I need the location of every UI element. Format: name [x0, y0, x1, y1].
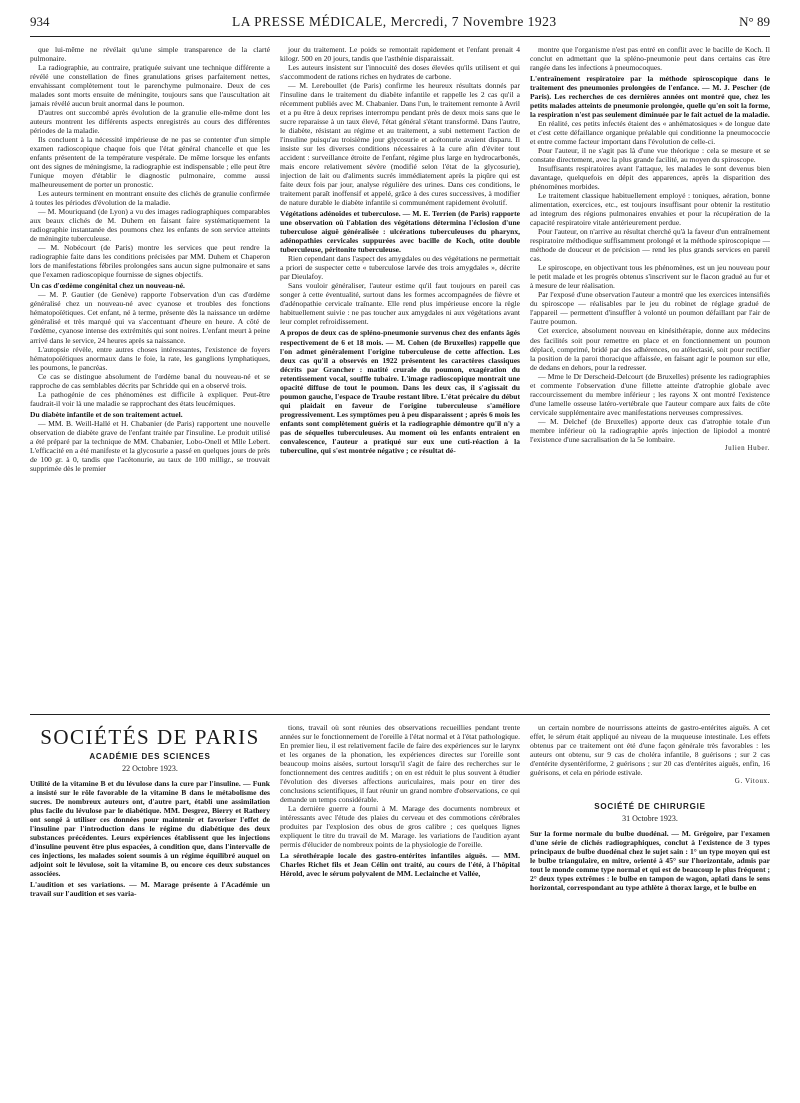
- paragraph: Le spiroscope, en objectivant tous les phénomènes, est un jeu nouveau pour le petit malade et les progrès obtenus s'inscrivent sur le flacon gradué au fur et à mesure de leur réalisation.: [530, 263, 770, 291]
- author-signature: G. Vitoux.: [734, 777, 770, 786]
- paragraph: montre que l'organisme n'est pas entré en conflit avec le bacille de Koch. Il conclut en admettant que la spléno-pneumonie peut dans certains cas être rangée dans les infections à pneumocoques.: [530, 45, 770, 73]
- paragraph: La sérothérapie locale des gastro-entérites infantiles aiguës. — MM. Charles Richet fils et Jean Célin ont traité, au cours de l'été, à l'hôpital Hérold, avec le sérum polyvalent de MM. Leclainche et Vallée,: [280, 851, 520, 879]
- paragraph: A propos de deux cas de spléno-pneumonie survenus chez des enfants âgés respectivement de 6 et 18 mois. — M. Cohen (de Bruxelles) rappelle que l'on admet généralement l'origine tuberculeuse de cette affection. Les deux cas qu'il a observés en 1922 présentent les caractères classiques décrits par Grancher : matité crurale du poumon, exagération du retentissement vocal, souffle tubaire. L'image radioscopique montrait une opacité diffuse de tout le poumon. Dans les deux cas, il s'agissait du poumon gauche, l'espace de Traube restant libre. L'état précaire du début qui plaidait en faveur de l'origine tuberculeuse s'améliore progressivement. Les symptômes peu à peu disparaissent ; après 6 mois les enfants sont complètement guéris et la radiographie démontre qu'il n'y a pas de séquelles tuberculeuses. Au moment où les enfants entraient en convalescence, l'auteur a pratiqué sur eux une cuti-réaction à la tuberculine, qui s'est montrée négative ; ce résultat dé-: [280, 328, 520, 455]
- paragraph: Pour l'auteur, on n'arrive au résultat cherché qu'à la faveur d'un entraînement respiratoire méthodique suffisamment prolongé et la méthode spiroscopique — méthode de douceur et de précision — rend les plus grands services en pareil cas.: [530, 227, 770, 264]
- journal-title: LA PRESSE MÉDICALE, Mercredi, 7 Novembre 1923: [231, 14, 557, 29]
- paragraph: — M. Nobécourt (de Paris) montre les services que peut rendre la radiographie faite dans les conditions précisées par MM. Duhem et Chaperon lors de manifestations fébriles prolongées sans aucun signe pulmonaire et sans que l'examen radioscopique fournisse de signes objectifs.: [30, 243, 270, 280]
- academy-heading: ACADÉMIE DES SCIENCES: [89, 752, 211, 762]
- paragraph: — MM. B. Weill-Hallé et H. Chabanier (de Paris) rapportent une nouvelle observation de diabète grave de l'enfant traitée par l'insuline. Le produit utilisé a été préparé par la technique de MM. Chabanier, Lobo-Onell et Mlle Lebert. L'efficacité en a été manifeste et la glycosurie a passé en quelques jours de près de 100 gr. à 0, tandis que l'acétonurie, au taux de 100 milligr., se trouvait supprimée dès le premier: [30, 418, 270, 473]
- paragraph: un certain nombre de nourrissons atteints de gastro-entérites aiguës. A cet effet, le sérum était appliqué au niveau de la muqueuse intestinale. Les effets obtenus par ce traitement ont été d'une façon générale très favorables : les auteurs ont obtenu, sur 9 cas de choléra infantile, 8 guérisons ; sur 2 cas d'entérite dysentériforme, 2 guérisons ; sur 20 cas d'entérites aiguës, enfin, 16 guérisons, et cela en période estivale.: [530, 723, 770, 778]
- paragraph: — Mme le Dr Derscheid-Delcourt (de Bruxelles) présente les radiographies et commente l'observation d'une fillette atteinte d'atrophie globale avec raccourcissement du membre inférieur ; les rayons X ont montré l'existence d'une lamelle osseuse latéro-vertébrale que l'auteur compare aux faits de côte cervicale supplémentaire avec manifestations nerveuses compressives.: [530, 371, 770, 417]
- top-column-2: [280, 45, 520, 710]
- newspaper-page: [30, 14, 770, 1103]
- paragraph: L'autopsie révèle, entre autres choses intéressantes, l'existence de foyers hématopoïétiques anormaux dans le foie, la rate, les ganglions lymphatiques, les poumons, le pancréas.: [30, 344, 270, 372]
- bottom-column-2: [280, 723, 520, 1103]
- paragraph: — M. Delchef (de Bruxelles) apporte deux cas d'atrophie totale d'un membre inférieur où la radiographie après injection de lipiodol a montré l'existence d'une sacralisation de la 5e lombaire.: [530, 416, 770, 444]
- author-signature: Julien Huber.: [724, 443, 770, 452]
- bottom-column-3-surgery-text: [530, 829, 770, 892]
- page-number: 934: [30, 14, 50, 29]
- bottom-column-1-text: [30, 779, 270, 898]
- paragraph: La pathogénie de ces phénomènes est difficile à expliquer. Peut-être faudrait-il voir là une maladie se rapprochant des états leucémiques.: [30, 389, 270, 408]
- paragraph: Du diabète infantile et de son traitement actuel.: [30, 409, 183, 419]
- paragraph: Sans vouloir généraliser, l'auteur estime qu'il faut toujours en pareil cas songer à cette éventualité, surtout dans les formes accompagnées de fièvre et d'adénopathie cervicale traînante. Elle rend plus impérieuse encore la règle habituellement suivie : ne pas toucher aux amygdales ni aux végétations avant leur complet refroidissement.: [280, 281, 520, 327]
- paragraph: Utilité de la vitamine B et du lévulose dans la cure par l'insuline. — Funk a insisté sur le rôle favorable de la vitamine B dans le métabolisme des sucres. De nombreux auteurs ont, d'autre part, établi une assimilation plus facile du lévulose par le diabétique. MM. Desgrez, Bierry et Rathery ont songé à utiliser ces données pour maintenir et favoriser l'effet de l'insuline par l'introduction dans le régime du diabétique des deux substances précédentes. Leurs expériences établissent que les injections d'insuline peuvent être plus espacées, à condition que, dans l'intervalle de ces injections, les malades soient soumis à un régime équilibré auquel on adjoint soit le lévulose, soit la vitamine B, ou encore ces deux substances associées.: [30, 779, 270, 879]
- paragraph: L'audition et ses variations. — M. Marage présente à l'Académie un travail sur l'audition et ses varia-: [30, 880, 270, 899]
- paragraph: Pour l'auteur, il ne s'agit pas là d'une vue théorique : cela se mesure et se constate directement, avec la plus grande facilité, au moyen du spiroscope.: [530, 146, 770, 165]
- top-column-3: [530, 45, 770, 710]
- top-section: [30, 45, 770, 710]
- paragraph: L'entraînement respiratoire par la méthode spiroscopique dans le traitement des pneumonies prolongées de l'enfance. — M. J. Pescher (de Paris). Les recherches de ces dernières années ont montré que, chez les petits malades atteints de pneumonie prolongée, quelle qu'en soit la forme, la respiration n'est pas seulement diminuée par le fait actuel de la maladie.: [530, 74, 770, 120]
- paragraph: Les auteurs terminent en montrant ensuite des clichés de granulie confirmée à toutes les périodes d'évolution de la maladie.: [30, 189, 270, 208]
- surgery-date: 31 Octobre 1923.: [622, 814, 678, 824]
- issue-number: N° 89: [739, 14, 770, 29]
- paragraph: Ils concluent à la nécessité impérieuse de ne pas se contenter d'un simple examen radioscopique chaque fois que l'état général chancelle et que les enfants présentent de la température vespérale. De même lorsque les enfants ont des signes de méningisme, la radiographie est indispensable ; elle peut être l'unique moyen d'établir le diagnostic pulmonaire, comme aussi malheureusement de porter un pronostic.: [30, 135, 270, 190]
- paragraph: Végétations adénoïdes et tuberculose. — M. E. Terrien (de Paris) rapporte une observation où l'ablation des végétations détermina l'éclosion d'une tuberculose aiguë généralisée : ulcérations tuberculeuses du pharynx, adénopathies cervicales suppurées avec bacille de Koch, otite double tuberculeuse, péritonite tuberculeuse.: [280, 209, 520, 255]
- paragraph: Un cas d'œdème congénital chez un nouveau-né.: [30, 281, 185, 291]
- surgery-heading: SOCIÉTÉ DE CHIRURGIE: [594, 802, 706, 812]
- paragraph: — M. P. Gautier (de Genève) rapporte l'observation d'un cas d'œdème généralisé chez un nouveau-né avec cyanose et troubles des fonctions hématopoïétiques. Cet enfant, né à terme, présente dès la naissance un œdème généralisé et très marqué qui va s'accentuant d'heure en heure. A côté de l'œdème, cyanose intense des extrémités qui sont noires. L'enfant meurt à peine arrivé dans le service, 24 heures après sa naissance.: [30, 290, 270, 345]
- paragraph: — M. Lereboullet (de Paris) confirme les heureux résultats donnés par l'insuline dans le traitement du diabète infantile et rappelle les 2 cas qu'il a récemment publiés avec M. Chabanier. Dans l'un, le traitement remonte à Avril et a pu être à deux reprises interrompu pendant près de deux mois sans que le sucre reparaisse à un taux élevé, l'état général s'étant transformé. Dans l'autre, le diabète, résistant au régime et au traitement, a subi nettement l'action de l'insuline puisqu'au troisième jour glycosurie et acétonurie avaient disparu. Il insiste sur les diverses conditions nécessaires à la cure afin d'éviter tout accident : surveillance étroite de l'enfant, régime plus large en hydrocarbonés, mais encore relativement sévère (modifié selon l'état de la glycosurie), injection de lait ou d'aliments sucrés immédiatement après la piqûre qui est faite deux fois par jour, analyse régulière des urines. Dans ces conditions, le traitement paraît inoffensif et appelé, grâce à des cures successives, à modifier de nature durable le diabète infantile si communément rapidement évolutif.: [280, 81, 520, 208]
- paragraph: que lui-même ne révélait qu'une simple transparence de la clarté pulmonaire.: [30, 45, 270, 64]
- section-title: SOCIÉTÉS DE PARIS: [40, 725, 260, 749]
- paragraph: Sur la forme normale du bulbe duodénal. — M. Grégoire, par l'examen d'une série de clichés radiographiques, conclut à l'existence de 3 types principaux de bulbe duodénal chez le sujet sain : 1° un type moyen qui est le bulbe triangulaire, en mitre, orienté à 45° sur l'horizontale, admis par tout le monde comme type normal et qui est de beaucoup le plus fréquent ; 2° deux types extrêmes : le bulbe en tampon de wagon, aplati dans le sens horizontal, correspondant au type athlète à thorax large, et le bulbe en: [530, 829, 770, 893]
- bottom-column-3: [530, 723, 770, 1103]
- section-divider: [30, 714, 770, 715]
- paragraph: Insuffisants respiratoires avant l'attaque, les malades le sont devenus bien davantage, quelquefois en dépit des apparences, après la disparition des phénomènes morbides.: [530, 164, 770, 192]
- paragraph: Rien cependant dans l'aspect des amygdales ou des végétations ne permettait a priori de suspecter cette « tuberculose larvée des trois amygdales », décrite par Dieulafoy.: [280, 254, 520, 282]
- paragraph: D'autres ont succombé après évolution de la granulie elle-même dont les auteurs montrent les différents aspects enregistrés au cours des différentes périodes de la maladie.: [30, 108, 270, 136]
- paragraph: Cet exercice, absolument nouveau en kinésithérapie, donne aux médecins des facilités soit pour remettre en place et en fonctionnement un poumon déplacé, comprimé, bridé par des adhérences, ou atélectasié, soit pour rectifier la position de la paroi thoracique affaissée, en faisant agir le poumon sur elle, de dedans en dehors, pour la redresser.: [530, 326, 770, 372]
- academy-date: 22 Octobre 1923.: [122, 764, 178, 774]
- paragraph: Ce cas se distingue absolument de l'œdème banal du nouveau-né et se rapproche de cas semblables décrits par Schridde qui en a observé trois.: [30, 371, 270, 390]
- page-header: [30, 14, 770, 37]
- paragraph: Le traitement classique habituellement employé : toniques, aération, bonne alimentation, exercices, etc., est toujours insuffisant pour obtenir la restitutio ad integrum des régions pulmonaires envahies et pour la récupération de la capacité respiratoire vitale antérieurement perdue.: [530, 191, 770, 228]
- paragraph: En réalité, ces petits infectés étaient des « anhématosiques » de longue date et c'est cette défaillance organique préalable qui conditionne la pneumococcie et entre comme facteur important dans l'évolution de celle-ci.: [530, 119, 770, 147]
- paragraph: tions, travail où sont réunies des observations recueillies pendant trente années sur le fonctionnement de l'oreille à l'état normal et à l'état pathologique. En premier lieu, il est relativement facile de faire des expériences sur le larynx et les organes de la phonation, les expériences directes sur l'oreille sont beaucoup moins aisées, surtout lorsqu'il s'agit de faire des recherches sur le fonctionnement des centres auditifs ; on en est réduit le plus souvent à étudier l'évolution des diverses affections auriculaires, mais pour en tirer des conclusions scientifiques, il faut réunir un grand nombre d'observations, ce qui demande un temps considérable.: [280, 723, 520, 805]
- paragraph: — M. Mouriquand (de Lyon) a vu des images radiographiques comparables aux beaux clichés de M. Duhem en faisant faire systématiquement la radiographie instantanée des poumons chez les enfants de son service atteints de méningite tuberculeuse.: [30, 207, 270, 244]
- paragraph: La radiographie, au contraire, pratiquée suivant une technique différente a révélé une constellation de fines granulations grises parfaitement nettes, envahissant complètement tout le parenchyme pulmonaire. Deux de ces malades sont morts ensuite de méningite, toujours sans que l'auscultation ait jamais révélé aucun bruit anormal dans le poumon.: [30, 63, 270, 109]
- top-column-1: [30, 45, 270, 710]
- bottom-column-3-text: [530, 723, 770, 786]
- paragraph: La dernière guerre a fourni à M. Marage des documents nombreux et intéressants avec l'étude des plaies du cerveau et des commotions cérébrales produites par l'explosion des obus de gros calibre ; ces quelques lignes expliquent le titre du travail de M. Marage. les variations de l'audition ayant permis d'élucider de nombreux points de la physiologie de l'oreille.: [280, 804, 520, 850]
- paragraph: Par l'exposé d'une observation l'auteur a montré que les exercices intensifiés du spiroscope — réalisables par le jeu du robinet de réglage gradué de l'appareil — permettent d'insuffler à volonté un poumon défaillant par l'air de l'autre poumon.: [530, 290, 770, 327]
- paragraph: Les auteurs insistent sur l'innocuité des doses élevées qu'ils utilisent et qui s'accommodent de rations riches en hydrates de carbone.: [280, 63, 520, 82]
- bottom-column-1: [30, 723, 270, 1103]
- bottom-section: [30, 723, 770, 1103]
- paragraph: jour du traitement. Le poids se remontait rapidement et l'enfant prenait 4 kilogr. 500 en 20 jours, tandis que l'asthénie disparaissait.: [280, 45, 520, 64]
